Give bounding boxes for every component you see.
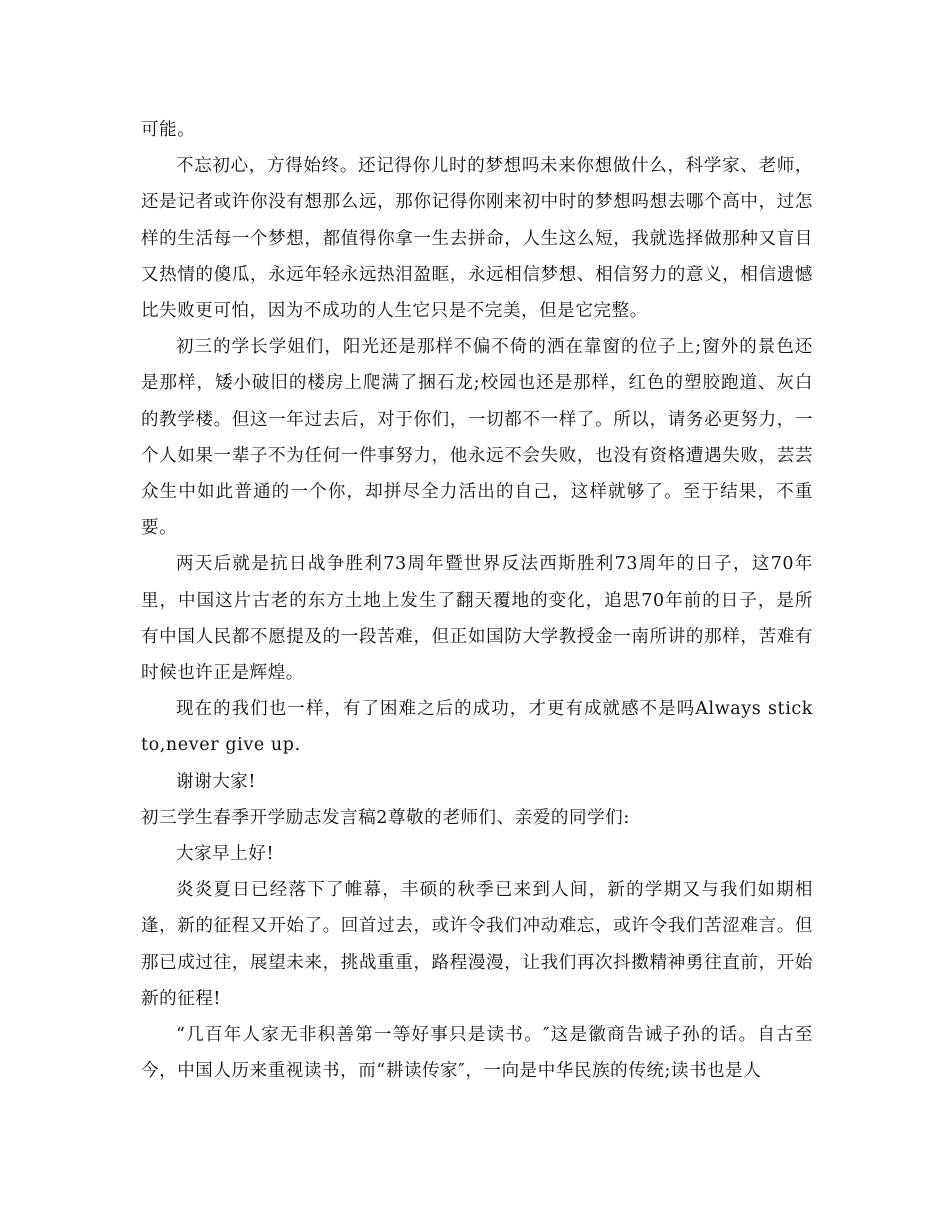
paragraph-original-intention: 不忘初心，方得始终。还记得你儿时的梦想吗未来你想做什么，科学家、老师，还是记者或许你没有想那么远，那你记得你刚来初中时的梦想吗想去哪个高中，过怎样的生活每一个梦想，都值得你拿一生去拼命，人生这么短，我就选择做那种又盲目又热情的傻瓜，永远年轻永远热泪盈眶，永远相信梦想、相信努力的意义，相信遗憾比失败更可怕，因为不成功的人生它只是不完美，但是它完整。 xyxy=(141,156,813,322)
paragraph-new-semester: 炎炎夏日已经落下了帷幕，丰硕的秋季已来到人间，新的学期又与我们如期相逢，新的征程又开始了。回首过去，或许令我们冲动难忘，或许令我们苦涩难言。但那已成过往，展望未来，挑战重重，路程漫漫，让我们再次抖擞精神勇往直前，开始新的征程! xyxy=(141,880,813,1009)
paragraph-always-stick: 现在的我们也一样，有了困难之后的成功，才更有成就感不是吗Always stick to,never give up. xyxy=(141,699,813,756)
paragraph-reading: “几百年人家无非积善第一等好事只是读书。″这是徽商告诫子孙的话。自古至今，中国人历来重视读书，而“耕读传家″，一向是中华民族的传统;读书也是人 xyxy=(141,1025,813,1082)
document-body xyxy=(141,112,813,1089)
paragraph-continuation: 可能。 xyxy=(141,120,196,140)
speech-2-heading: 初三学生春季开学励志发言稿2尊敬的老师们、亲爱的同学们: xyxy=(141,807,630,828)
paragraph-greeting: 大家早上好! xyxy=(176,844,275,865)
paragraph-senior-students: 初三的学长学姐们，阳光还是那样不偏不倚的洒在靠窗的位子上;窗外的景色还是那样，矮小破旧的楼房上爬满了捆石龙;校园也还是那样，红色的塑胶跑道、灰白的教学楼。但这一年过去后，对于你们，一切都不一样了。所以，请务必更努力，一个人如果一辈子不为任何一件事努力，他永远不会失败，也没有资格遭遇失败，芸芸众生中如此普通的一个你，却拼尽全力活出的自己，这样就够了。至于结果，不重要。 xyxy=(141,337,813,539)
paragraph-thanks: 谢谢大家! xyxy=(176,771,257,792)
paragraph-anniversary: 两天后就是抗日战争胜利73周年暨世界反法西斯胜利73周年的日子，这70年里，中国这片古老的东方土地上发生了翻天覆地的变化，追思70年前的日子，是所有中国人民都不愿提及的一段苦难，但正如国防大学教授金一南所讲的那样，苦难有时候也许正是辉煌。 xyxy=(141,554,813,684)
